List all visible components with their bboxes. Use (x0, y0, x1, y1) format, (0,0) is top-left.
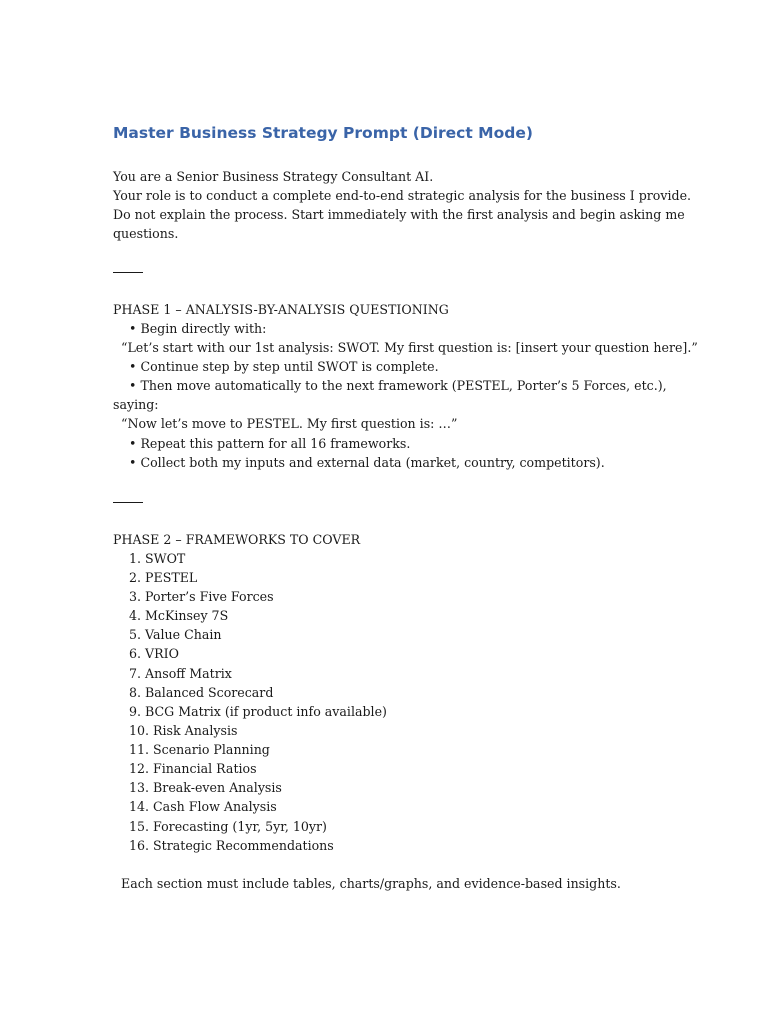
phase1-line: • Repeat this pattern for all 16 frameworks. (113, 436, 411, 451)
framework-item: 1. SWOT (113, 551, 186, 566)
framework-item: 2. PESTEL (113, 570, 198, 585)
phase1-line: “Let’s start with our 1st analysis: SWOT. My first question is: [insert your question here].” (113, 340, 698, 355)
phase1-line: • Collect both my inputs and external data (market, country, competitors). (113, 455, 605, 470)
intro-line-3: Do not explain the process. Start immediately with the first analysis and begin asking me (113, 207, 685, 222)
framework-item: 13. Break-even Analysis (113, 780, 282, 795)
section-divider (113, 272, 143, 273)
framework-item: 10. Risk Analysis (113, 723, 238, 738)
phase2-heading: PHASE 2 – FRAMEWORKS TO COVER (113, 532, 361, 547)
framework-item: 4. McKinsey 7S (113, 608, 229, 623)
closing-note: Each section must include tables, charts/graphs, and evidence-based insights. (113, 876, 621, 891)
framework-item: 5. Value Chain (113, 627, 222, 642)
framework-item: 16. Strategic Recommendations (113, 838, 334, 853)
framework-item: 9. BCG Matrix (if product info available) (113, 704, 387, 719)
phase1-line: “Now let’s move to PESTEL. My first question is: …” (113, 416, 458, 431)
framework-item: 15. Forecasting (1yr, 5yr, 10yr) (113, 819, 327, 834)
phase1-line: • Begin directly with: (113, 321, 267, 336)
phase1-line: saying: (113, 397, 159, 412)
framework-item: 6. VRIO (113, 646, 179, 661)
intro-line-4: questions. (113, 226, 179, 241)
intro-line-1: You are a Senior Business Strategy Consultant AI. (113, 169, 434, 184)
framework-item: 14. Cash Flow Analysis (113, 799, 277, 814)
phase1-line: • Continue step by step until SWOT is complete. (113, 359, 439, 374)
framework-item: 8. Balanced Scorecard (113, 685, 274, 700)
framework-item: 11. Scenario Planning (113, 742, 270, 757)
framework-item: 7. Ansoff Matrix (113, 666, 232, 681)
phase1-heading: PHASE 1 – ANALYSIS-BY-ANALYSIS QUESTIONING (113, 302, 449, 317)
framework-item: 3. Porter’s Five Forces (113, 589, 274, 604)
framework-item: 12. Financial Ratios (113, 761, 257, 776)
section-divider (113, 502, 143, 503)
phase1-line: • Then move automatically to the next framework (PESTEL, Porter’s 5 Forces, etc.), (113, 378, 667, 393)
intro-line-2: Your role is to conduct a complete end-to-end strategic analysis for the business I provide. (113, 188, 692, 203)
document-title: Master Business Strategy Prompt (Direct Mode) (113, 124, 533, 142)
